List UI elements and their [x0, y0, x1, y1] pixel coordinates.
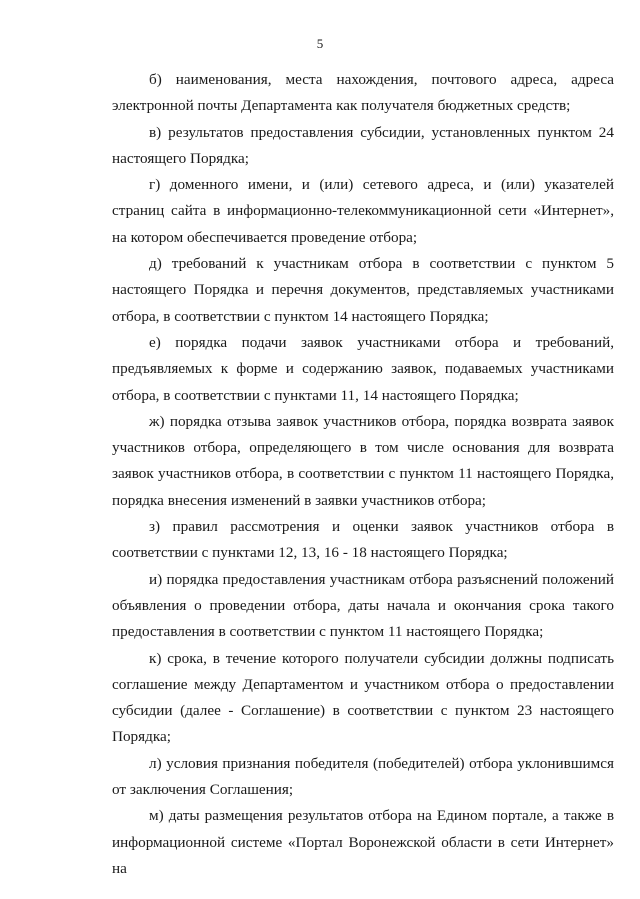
paragraph-zh: ж) порядка отзыва заявок участников отбора, порядка возврата заявок участников отбора, определяющего в том числе основания для возврата заявок участников отбора, в соответствии с пунктом 11 настоящего Порядка, порядка внесения изменений в заявки участников отбора; — [112, 412, 614, 509]
paragraph-m: м) даты размещения результатов отбора на Едином портале, а также в информационной системе «Портал Воронежской области в сети Интернет» на — [112, 807, 614, 877]
paragraph-l: л) условия признания победителя (победителей) отбора уклонившимся от заключения Соглашения; — [112, 754, 614, 799]
paragraph-k: к) срока, в течение которого получатели субсидии должны подписать соглашение между Департаментом и участником отбора о предоставлении субсидии (далее - Соглашение) в соответствии с пунктом 23 настоящего Порядка; — [112, 649, 614, 746]
paragraph-d: д) требований к участникам отбора в соответствии с пунктом 5 настоящего Порядка и перечня документов, представляемых участниками отбора, в соответствии с пунктом 14 настоящего Порядка; — [112, 255, 614, 325]
paragraph-v: в) результатов предоставления субсидии, установленных пунктом 24 настоящего Порядка; — [112, 123, 614, 167]
paragraph-i: и) порядка предоставления участникам отбора разъяснений положений объявления о проведении отбора, даты начала и окончания срока такого предоставления в соответствии с пунктом 11 настоящего Порядка; — [112, 570, 614, 641]
page-number: 5 — [316, 36, 324, 51]
paragraph-g: г) доменного имени, и (или) сетевого адреса, и (или) указателей страниц сайта в информационно-телекоммуникационной сети «Интернет», на котором обеспечивается проведение отбора; — [112, 176, 614, 246]
paragraph-e: е) порядка подачи заявок участниками отбора и требований, предъявляемых к форме и содержанию заявок, подаваемых участниками отбора, в соответствии с пунктами 11, 14 настоящего Порядка; — [112, 333, 614, 404]
document-body — [112, 67, 614, 882]
paragraph-b: б) наименования, места нахождения, почтового адреса, адреса электронной почты Департамента как получателя бюджетных средств; — [112, 71, 614, 115]
paragraph-z: з) правил рассмотрения и оценки заявок участников отбора в соответствии с пунктами 12, 13, 16 - 18 настоящего Порядка; — [112, 518, 614, 562]
